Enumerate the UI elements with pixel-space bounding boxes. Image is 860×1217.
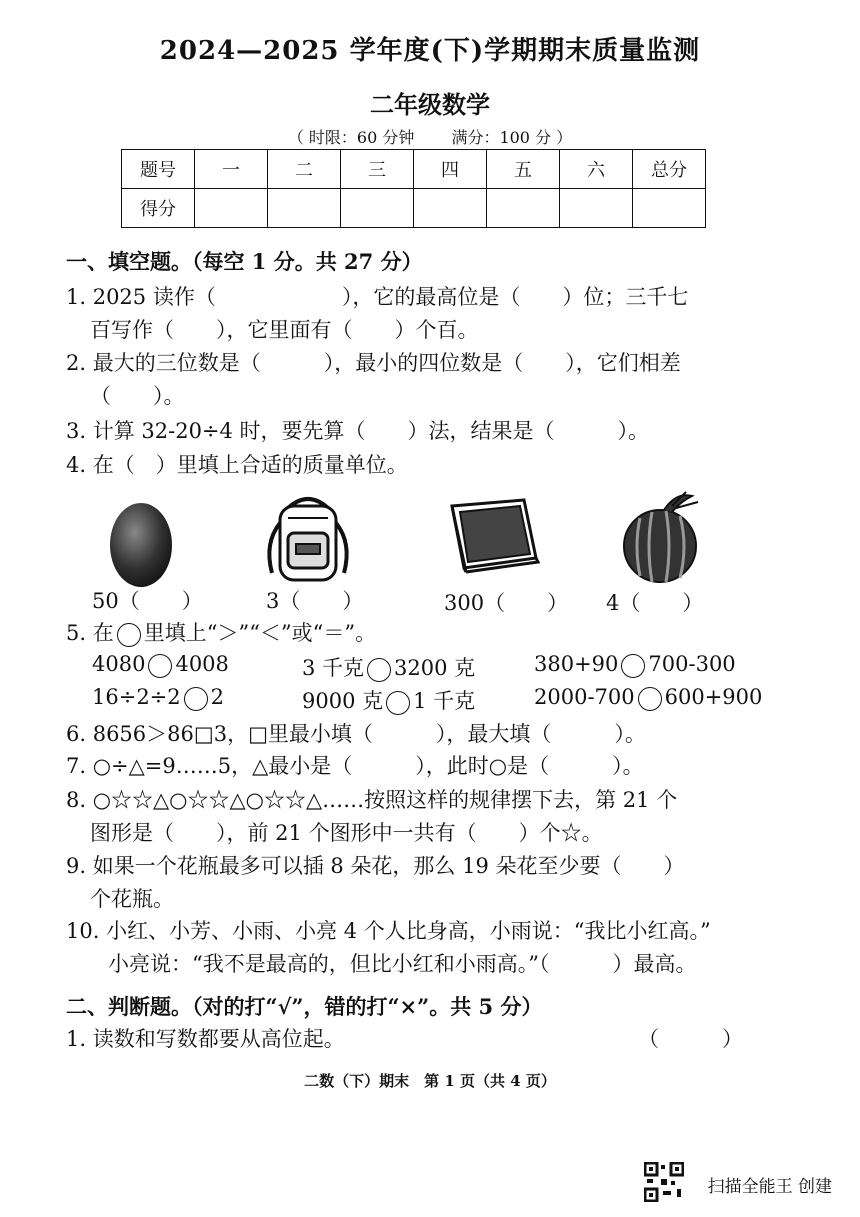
question-5-tail: 里填上“＞”“＜”或“＝”。 bbox=[143, 621, 377, 645]
compare-circle[interactable] bbox=[367, 658, 391, 682]
q4-item-watermelon: 4（ ） bbox=[606, 591, 704, 615]
question-8-line-2: 图形是（ ），前 21 个图形中一共有（ ）个☆。 bbox=[90, 821, 603, 845]
question-2-line-1: 2. 最大的三位数是（ ），最小的四位数是（ ），它们相差 bbox=[66, 351, 681, 375]
compare-circle[interactable] bbox=[386, 691, 410, 715]
score-cell: 二 bbox=[268, 150, 341, 189]
score-cell: 三 bbox=[341, 150, 414, 189]
exam-info: （ 时限：60 分钟 满分：100 分 ） bbox=[287, 128, 573, 147]
score-input-cell[interactable] bbox=[633, 189, 706, 228]
score-cell: 四 bbox=[414, 150, 487, 189]
question-8-line-1: 8. ○☆☆△○☆☆△○☆☆△……按照这样的规律摆下去，第 21 个 bbox=[66, 788, 678, 812]
compare-right: 4008 bbox=[175, 652, 229, 676]
compare-circle[interactable] bbox=[621, 654, 645, 678]
question-3: 3. 计算 32-20÷4 时，要先算（ ）法，结果是（ ）。 bbox=[66, 419, 650, 443]
score-table-score-row bbox=[122, 189, 706, 228]
question-10-line-2: 小亮说：“我不是最高的，但比小红和小雨高。”（ ）最高。 bbox=[108, 952, 697, 976]
compare-right: 1 千克 bbox=[413, 689, 476, 713]
circle-icon bbox=[117, 623, 141, 647]
compare-left: 16÷2÷2 bbox=[92, 685, 181, 709]
question-9-line-2: 个花瓶。 bbox=[90, 887, 174, 911]
compare-right: 600+900 bbox=[664, 685, 763, 709]
compare-item bbox=[534, 685, 762, 711]
compare-item bbox=[302, 652, 475, 682]
q4-item-egg: 50（ ） bbox=[92, 589, 203, 613]
score-input-cell[interactable] bbox=[341, 189, 414, 228]
question-1-line-2: 百写作（ ），它里面有（ ）个百。 bbox=[90, 318, 479, 342]
watermelon-icon bbox=[620, 488, 706, 584]
compare-left: 9000 克 bbox=[302, 689, 384, 713]
question-5-label: 5. 在 bbox=[66, 621, 114, 645]
score-input-cell[interactable] bbox=[414, 189, 487, 228]
compare-left: 3 千克 bbox=[302, 656, 365, 680]
question-6: 6. 8656＞86□3，□里最小填（ ），最大填（ ）。 bbox=[66, 722, 646, 746]
exam-title: 2024—2025 学年度(下)学期期末质量监测 bbox=[159, 36, 701, 66]
compare-circle[interactable] bbox=[148, 654, 172, 678]
compare-item bbox=[92, 685, 224, 711]
score-cell: 一 bbox=[195, 150, 268, 189]
judge-question-1: 1. 读数和写数都要从高位起。 bbox=[66, 1027, 345, 1051]
compare-left: 2000-700 bbox=[534, 685, 635, 709]
compare-right: 3200 克 bbox=[394, 656, 476, 680]
compare-item bbox=[92, 652, 229, 678]
score-input-cell[interactable] bbox=[195, 189, 268, 228]
compare-circle[interactable] bbox=[184, 687, 208, 711]
score-cell: 题号 bbox=[122, 150, 195, 189]
section-2-heading: 二、判断题。（对的打“√”，错的打“×”。共 5 分） bbox=[66, 994, 543, 1019]
question-10-line-1: 10. 小红、小芳、小雨、小亮 4 个人比身高，小雨说：“我比小红高。” bbox=[66, 919, 711, 943]
score-table-header-row bbox=[122, 150, 706, 189]
score-input-cell[interactable] bbox=[560, 189, 633, 228]
section-1-heading: 一、填空题。（每空 1 分。共 27 分） bbox=[66, 249, 423, 274]
compare-item bbox=[302, 685, 475, 715]
egg-icon bbox=[105, 493, 177, 589]
score-cell: 五 bbox=[487, 150, 560, 189]
exam-subtitle: 二年级数学 bbox=[370, 90, 490, 119]
q4-item-book: 300（ ） bbox=[444, 591, 569, 615]
page-footer: 二数（下）期末 第 1 页（共 4 页） bbox=[304, 1072, 556, 1090]
backpack-icon bbox=[258, 488, 358, 588]
score-input-cell[interactable] bbox=[268, 189, 341, 228]
compare-item bbox=[534, 652, 736, 678]
compare-circle[interactable] bbox=[638, 687, 662, 711]
score-input-cell[interactable] bbox=[487, 189, 560, 228]
qr-code-icon bbox=[644, 1162, 684, 1202]
question-5 bbox=[66, 617, 376, 647]
question-7: 7. ○÷△=9……5，△最小是（ ），此时○是（ ）。 bbox=[66, 754, 644, 778]
question-4: 4. 在（ ）里填上合适的质量单位。 bbox=[66, 453, 408, 477]
compare-left: 380+90 bbox=[534, 652, 619, 676]
question-9-line-1: 9. 如果一个花瓶最多可以插 8 朵花，那么 19 朵花至少要（ ） bbox=[66, 854, 685, 878]
compare-right: 700-300 bbox=[648, 652, 736, 676]
question-1-line-1: 1. 2025 读作（ ），它的最高位是（ ）位；三千七 bbox=[66, 285, 689, 309]
score-cell: 总分 bbox=[633, 150, 706, 189]
q4-item-backpack: 3（ ） bbox=[266, 589, 364, 613]
question-2-line-2: （ ）。 bbox=[90, 384, 185, 408]
compare-left: 4080 bbox=[92, 652, 146, 676]
book-icon bbox=[446, 496, 542, 574]
score-cell: 六 bbox=[560, 150, 633, 189]
score-cell: 得分 bbox=[122, 189, 195, 228]
score-table bbox=[121, 149, 706, 228]
compare-right: 2 bbox=[210, 685, 225, 709]
judge-answer-bracket[interactable]: （ ） bbox=[638, 1027, 743, 1051]
scanner-watermark: 扫描全能王 创建 bbox=[707, 1177, 832, 1197]
